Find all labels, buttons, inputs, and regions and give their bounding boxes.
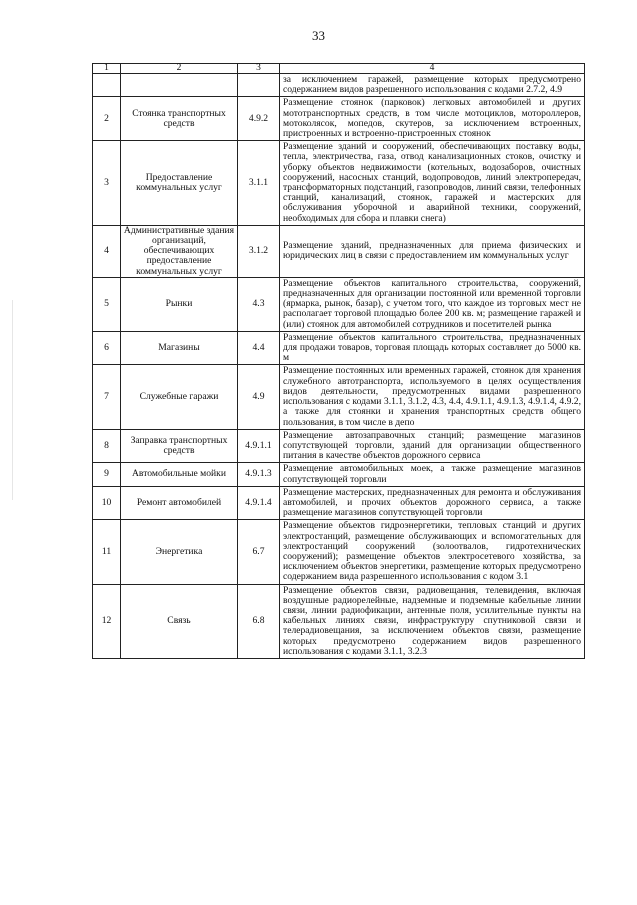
row-number: 5 — [93, 277, 121, 331]
row-description: Размещение постоянных или временных гаражей, стоянок для хранения служебного автотранспорта, используемого в целях осуществления видов деятельности, предусмотренных видами разрешенного использования с кодами 3.1.1, 3.1.2, 4.3, 4.4, 4.9.1.1, 4.9.1.3, 4.9.1.4, 4.9.2, а также для стоянки и хранения транспортных средств общего пользования, в том числе в депо — [280, 365, 585, 429]
header-row — [93, 64, 585, 74]
row-name: Предоставление коммунальных услуг — [121, 141, 238, 226]
table-row — [93, 486, 585, 520]
row-code: 4.3 — [238, 277, 280, 331]
row-description: Размещение объектов капитального строительства, сооружений, предназначенных для организации постоянной или временной торговли (ярмарка, рынок, базар), с учетом того, что каждое из торговых мест не располагает торговой площадью более 200 кв. м; размещение гаражей и (или) стоянок для автомобилей сотрудников и посетителей рынка — [280, 277, 585, 331]
row-number: 12 — [93, 584, 121, 658]
row-code: 4.9.1.4 — [238, 486, 280, 520]
row-code: 3.1.1 — [238, 141, 280, 226]
table-row — [93, 141, 585, 226]
row-name: Рынки — [121, 277, 238, 331]
row-number: 7 — [93, 365, 121, 429]
row-description: Размещение объектов связи, радиовещания, телевидения, включая воздушные радиорелейные, надземные и подземные кабельные линии связи, линии радиофикации, антенные поля, усилительные пункты на кабельных линиях связи, инфраструктуру спутниковой связи и телерадиовещания, за исключением объектов связи, размещение которых предусмотрено содержанием видов разрешенного использования с кодами 3.1.1, 3.2.3 — [280, 584, 585, 658]
row-description: Размещение мастерских, предназначенных для ремонта и обслуживания автомобилей, и прочих объектов дорожного сервиса, а также размещение магазинов сопутствующей торговли — [280, 486, 585, 520]
table-row — [93, 365, 585, 429]
row-code: 3.1.2 — [238, 225, 280, 277]
row-code: 6.7 — [238, 520, 280, 584]
scan-margin-mark — [12, 300, 13, 500]
row-number: 11 — [93, 520, 121, 584]
row-code: 4.9.1.3 — [238, 463, 280, 486]
table-row — [93, 225, 585, 277]
row-description: Размещение автомобильных моек, а также размещение магазинов сопутствующей торговли — [280, 463, 585, 486]
row-number: 4 — [93, 225, 121, 277]
table-row — [93, 97, 585, 141]
header-cell-2: 2 — [121, 64, 238, 74]
table-row — [93, 74, 585, 97]
land-use-table — [92, 63, 585, 659]
row-description: Размещение зданий и сооружений, обеспечивающих поставку воды, тепла, электричества, газа, отвод канализационных стоков, очистку и уборку объектов недвижимости (котельных, водозаборов, очистных сооружений, насосных станций, водопроводов, линий электропередач, трансформаторных подстанций, газопроводов, линий связи, телефонных станций, канализаций, стоянок, гаражей и мастерских для обслуживания уборочной и аварийной техники, сооружений, необходимых для сбора и плавки снега) — [280, 141, 585, 226]
row-number: 2 — [93, 97, 121, 141]
row-number — [93, 74, 121, 97]
row-code: 4.9.1.1 — [238, 429, 280, 463]
row-name: Административные здания организаций, обеспечивающих предоставление коммунальных услуг — [121, 225, 238, 277]
row-code: 4.9.2 — [238, 97, 280, 141]
row-number: 8 — [93, 429, 121, 463]
row-name: Заправка транспортных средств — [121, 429, 238, 463]
row-description: за исключением гаражей, размещение которых предусмотрено содержанием видов разрешенного использования с кодами 2.7.2, 4.9 — [280, 74, 585, 97]
row-description: Размещение автозаправочных станций; размещение магазинов сопутствующей торговли, зданий для организации общественного питания в качестве объектов дорожного сервиса — [280, 429, 585, 463]
row-name: Ремонт автомобилей — [121, 486, 238, 520]
row-name: Стоянка транспортных средств — [121, 97, 238, 141]
row-description: Размещение зданий, предназначенных для приема физических и юридических лиц в связи с предоставлением им коммунальных услуг — [280, 225, 585, 277]
row-code: 4.9 — [238, 365, 280, 429]
row-code — [238, 74, 280, 97]
row-code: 4.4 — [238, 331, 280, 365]
row-name: Магазины — [121, 331, 238, 365]
row-description: Размещение объектов гидроэнергетики, тепловых станций и других электростанций, размещение обслуживающих и вспомогательных для электростанций сооружений (золоотвалов, гидротехнических сооружений); размещение объектов электросетевого хозяйства, за исключением объектов энергетики, размещение которых предусмотрено содержанием вида разрешенного использования с кодом 3.1 — [280, 520, 585, 584]
table-row — [93, 584, 585, 658]
row-number: 9 — [93, 463, 121, 486]
header-cell-4: 4 — [280, 64, 585, 74]
row-name: Связь — [121, 584, 238, 658]
row-description: Размещение стоянок (парковок) легковых автомобилей и других мототранспортных средств, в том числе мотоциклов, мотороллеров, мотоколясок, мопедов, скутеров, за исключением встроенных, пристроенных и встроенно-пристроенных стоянок — [280, 97, 585, 141]
row-number: 6 — [93, 331, 121, 365]
table-row — [93, 331, 585, 365]
table-row — [93, 429, 585, 463]
row-description: Размещение объектов капитального строительства, предназначенных для продажи товаров, торговая площадь которых составляет до 5000 кв. м — [280, 331, 585, 365]
table-row — [93, 520, 585, 584]
row-name: Энергетика — [121, 520, 238, 584]
row-number: 10 — [93, 486, 121, 520]
row-name — [121, 74, 238, 97]
table-row — [93, 463, 585, 486]
header-cell-1: 1 — [93, 64, 121, 74]
row-name: Служебные гаражи — [121, 365, 238, 429]
table-row — [93, 277, 585, 331]
row-name: Автомобильные мойки — [121, 463, 238, 486]
row-code: 6.8 — [238, 584, 280, 658]
table-body — [93, 64, 585, 659]
header-cell-3: 3 — [238, 64, 280, 74]
page-number: 33 — [312, 28, 325, 43]
row-number: 3 — [93, 141, 121, 226]
